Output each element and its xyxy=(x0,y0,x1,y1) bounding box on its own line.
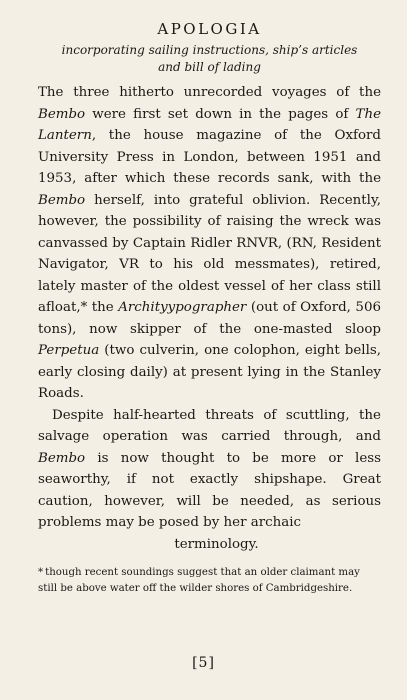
paragraph-2-tail: terminology. xyxy=(174,536,259,552)
page-title: APOLOGIA xyxy=(157,20,262,38)
text-run: were first set down in the pages of xyxy=(85,106,356,122)
ship-name-perpetua: Perpetua xyxy=(38,343,100,358)
text-run: The three hitherto unrecorded voyages of the xyxy=(38,85,381,100)
page-number: [5] xyxy=(192,655,215,671)
paragraph-1 xyxy=(38,82,381,405)
subtitle xyxy=(38,42,381,76)
magazine-title: The Lantern xyxy=(38,106,381,143)
text-run: herself, into grateful oblivion. Recently, however, the possibility of raising the wreck was canvassed by Captain Ridler RNVR, (RN, Resident Navigator, VR to his old messmates), retired, lately master of the oldest vessel of her class still afloat,* the xyxy=(38,192,381,315)
ship-name-bembo: Bembo xyxy=(38,106,86,122)
text-run: , the house magazine of the Oxford University Press in London, between 1951 and 1953, after which these records sank, with the xyxy=(38,128,381,186)
text-run: Despite half-hearted threats of scuttling, the salvage operation was carried through, and xyxy=(38,407,381,444)
footnote-mark: * xyxy=(38,567,44,578)
text-run: (out of Oxford, 506 tons), now skipper of the one-masted sloop xyxy=(38,300,381,337)
footnote-text: though recent soundings suggest that an older claimant may still be above water off the wilder shores of Cambridgeshire. xyxy=(38,567,360,594)
ship-name-bembo: Bembo xyxy=(38,450,86,466)
text-run: (two culverin, one colophon, eight bells, early closing daily) at present lying in the Stanley Roads. xyxy=(38,343,381,401)
paragraph-2 xyxy=(38,405,381,534)
ship-name-bembo: Bembo xyxy=(38,192,86,208)
body-text xyxy=(38,82,381,555)
ship-name-archity: Archityypographer xyxy=(118,300,247,315)
subtitle-line-2: and bill of lading xyxy=(158,60,261,74)
footnote xyxy=(38,565,381,597)
text-run: is now thought to be more or less seaworthy, if not exactly shipshape. Great caution, however, will be needed, as serious problems may be posed by her archaic xyxy=(38,450,381,530)
subtitle-line-1: incorporating sailing instructions, ship’s articles xyxy=(61,43,358,57)
